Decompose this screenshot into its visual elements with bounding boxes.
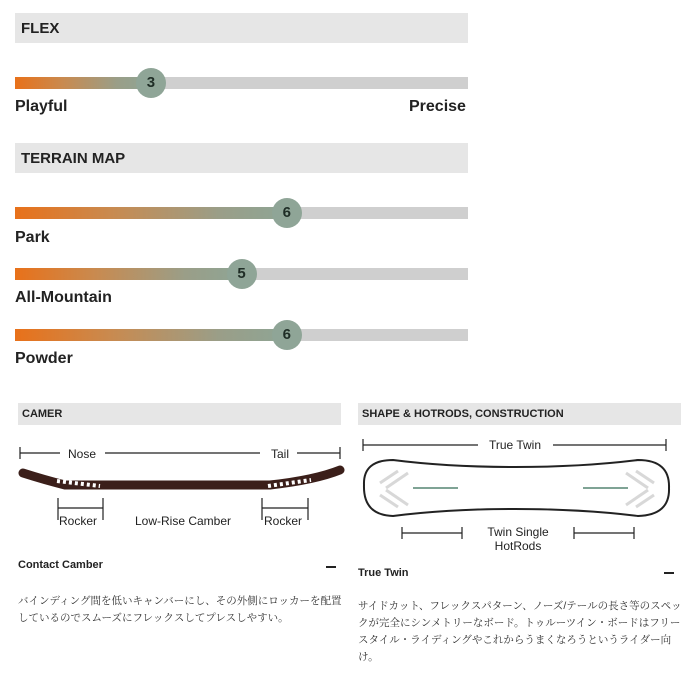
camber-type-title: Contact Camber: [18, 559, 103, 571]
rocker-right-label: Rocker: [263, 514, 303, 528]
terrain-label-park: Park: [15, 229, 50, 246]
slider-knob[interactable]: 6: [272, 198, 302, 228]
slider-knob[interactable]: 6: [272, 320, 302, 350]
shape-description: サイドカット、フレックスパターン、ノーズ/テールの長さ等のスペックが完全にシンメトリーなボード。トゥルーツイン・ボードはフリースタイル・ライディングやこれからうまくなろうというライダー向け。: [358, 600, 682, 663]
slider-fill: [15, 329, 287, 341]
flex-slider[interactable]: [15, 74, 468, 91]
rocker-left-label: Rocker: [58, 514, 98, 528]
flex-slider-fill: [15, 77, 151, 89]
slider-fill: [15, 268, 242, 280]
slider-knob[interactable]: 5: [227, 259, 257, 289]
board-outline: [364, 460, 669, 516]
terrain-label-all-mountain: All-Mountain: [15, 289, 112, 306]
camber-header: CAMER: [18, 403, 341, 425]
hotrods-label-line1: Twin Single: [487, 525, 549, 539]
board-profile: [23, 470, 340, 486]
camber-description: バインディング間を低いキャンバーにし、その外側にロッカーを配置しているのでスムーズにフレックスしてプレスしやすい。: [18, 595, 342, 624]
collapse-camber-icon[interactable]: [326, 566, 336, 568]
shape-type-title: True Twin: [358, 567, 409, 579]
flex-max-label: Precise: [409, 98, 466, 115]
terrain-header: TERRAIN MAP: [15, 143, 468, 173]
slider-fill: [15, 207, 287, 219]
nose-label: Nose: [67, 447, 97, 461]
flex-header: FLEX: [15, 13, 468, 43]
true-twin-dimension-label: True Twin: [488, 438, 542, 452]
hotrods-label-line2: HotRods: [494, 539, 542, 553]
terrain-slider-powder[interactable]: [15, 326, 468, 343]
shape-header: SHAPE & HOTRODS, CONSTRUCTION: [358, 403, 681, 425]
collapse-shape-icon[interactable]: [664, 572, 674, 574]
flex-slider-knob[interactable]: 3: [136, 68, 166, 98]
tail-label: Tail: [270, 447, 290, 461]
terrain-label-powder: Powder: [15, 350, 73, 367]
terrain-slider-all-mountain[interactable]: [15, 265, 468, 282]
terrain-slider-park[interactable]: [15, 204, 468, 221]
shape-diagram: [358, 433, 678, 553]
flex-min-label: Playful: [15, 98, 68, 115]
camber-profile-diagram: [15, 440, 350, 530]
low-rise-camber-label: Low-Rise Camber: [134, 514, 232, 528]
